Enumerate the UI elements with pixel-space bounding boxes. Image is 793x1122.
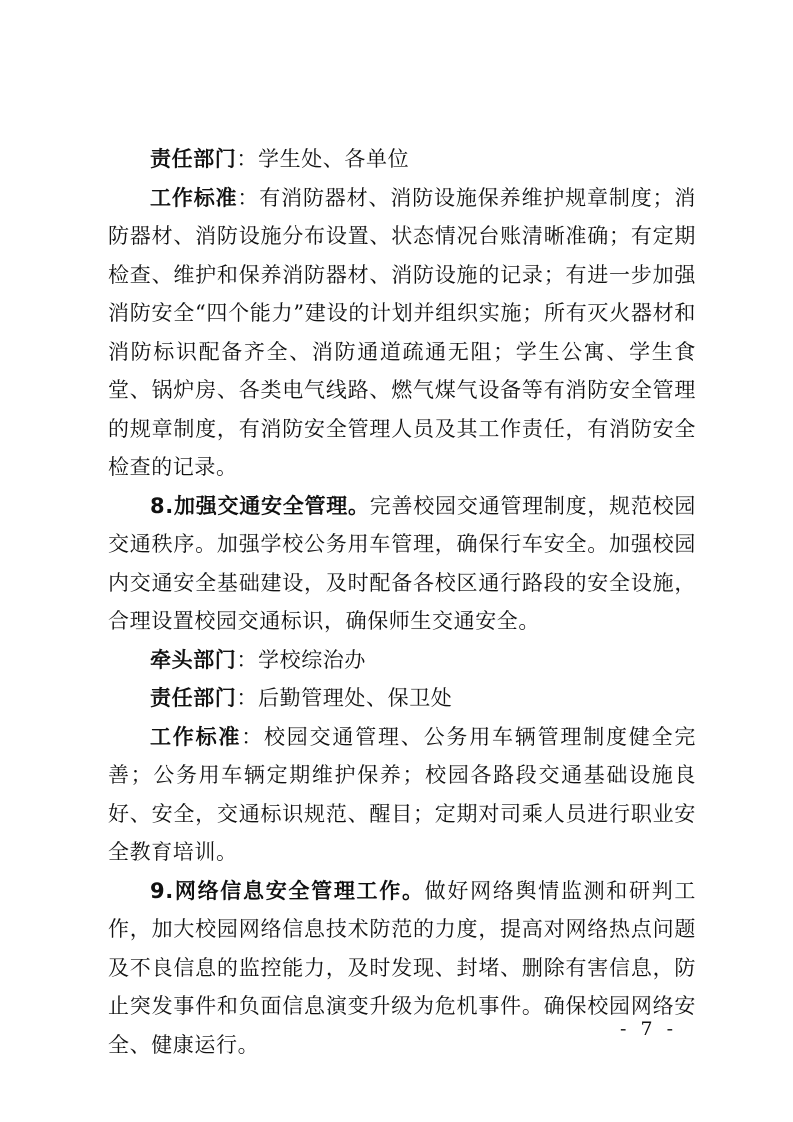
label-work-standard: 工作标准 — [150, 185, 238, 210]
text-work-standard: ：校园交通管理、公务用车辆管理制度健全完善；公务用车辆定期维护保养；校园各路段交通基础设施良好、安全，交通标识规范、醒目；定期对司乘人员进行职业安全教育培训。 — [108, 724, 696, 864]
label-lead-dept: 牵头部门 — [150, 647, 237, 672]
paragraph-traffic-safety — [108, 487, 696, 641]
text-traffic-safety: 完善校园交通管理制度，规范校园交通秩序。加强学校公务用车管理，确保行车安全。加强校园内交通安全基础建设，及时配备各校区通行路段的安全设施，合理设置校园交通标识，确保师生交通安全。 — [108, 493, 696, 633]
document-body — [108, 140, 696, 1064]
paragraph-responsible-dept-2 — [108, 679, 696, 718]
paragraph-work-standard-1 — [108, 179, 696, 487]
text-work-standard: ：有消防器材、消防设施保养维护规章制度；消防器材、消防设施分布设置、状态情况台账清晰准确；有定期检查、维护和保养消防器材、消防设施的记录；有进一步加强消防安全“四个能力”建设的计划并组织实施；所有灭火器材和消防标识配备齐全、消防通道疏通无阻；学生公寓、学生食堂、锅炉房、各类电气线路、燃气煤气设备等有消防安全管理的规章制度，有消防安全管理人员及其工作责任，有消防安全检查的记录。 — [108, 185, 696, 479]
page-number: - 7 - — [620, 1018, 678, 1040]
paragraph-responsible-dept-1 — [108, 140, 696, 179]
label-responsible-dept: 责任部门 — [150, 686, 237, 710]
paragraph-work-standard-2 — [108, 718, 696, 872]
paragraph-network-security — [108, 872, 696, 1065]
heading-traffic-safety: 8.加强交通安全管理。 — [150, 493, 370, 518]
text-responsible-dept: ：学生处、各单位 — [236, 147, 410, 171]
heading-network-security: 9.网络信息安全管理工作。 — [150, 878, 425, 903]
paragraph-lead-dept — [108, 641, 696, 680]
label-responsible-dept: 责任部门 — [150, 147, 237, 171]
label-work-standard: 工作标准 — [150, 724, 242, 749]
text-responsible-dept: ：后勤管理处、保卫处 — [236, 686, 453, 710]
text-lead-dept: ：学校综治办 — [236, 647, 367, 672]
text-network-security: 做好网络舆情监测和研判工作，加大校园网络信息技术防范的力度，提高对网络热点问题及不良信息的监控能力，及时发现、封堵、删除有害信息，防止突发事件和负面信息演变升级为危机事件。确保校园网络安全、健康运行。 — [108, 878, 697, 1057]
